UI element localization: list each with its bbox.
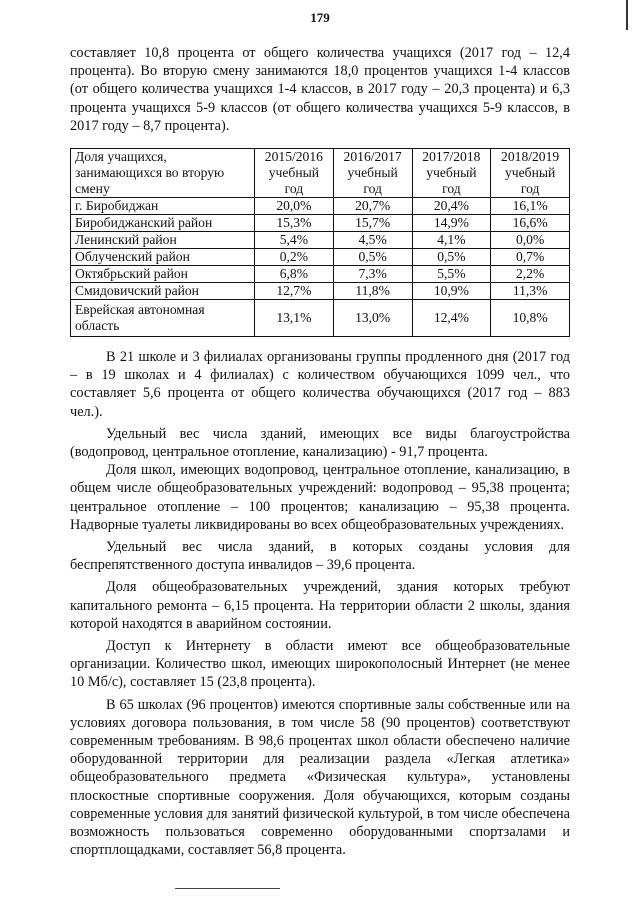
row-value: 0,0% <box>491 232 570 249</box>
paragraph: Удельный вес числа зданий, в которых созданы условия для беспрепятственного доступа инвалидов – 39,6 процента. <box>70 539 570 574</box>
row-value: 15,3% <box>255 215 334 232</box>
row-name: Ленинский район <box>71 232 255 249</box>
intro-paragraph: составляет 10,8 процента от общего количества учащихся (2017 год – 12,4 процента). Во вторую смену занимаются 18,0 процентов учащихся 1-4 классов (от общего количества учащихся 1-4 классов, в 2017 году – 20,3 процента) и 6,3 процента учащихся 5-9 классов (от общего количества учащихся 5-9 классов, в 2017 году – 8,7 процента). <box>70 45 570 134</box>
paragraph: Удельный вес числа зданий, имеющих все виды благоустройства (водопровод, центральное отопление, канализацию) - 91,7 процента. <box>70 425 570 461</box>
table-row <box>71 283 570 300</box>
row-value: 20,4% <box>412 198 491 215</box>
intro-text <box>70 44 570 135</box>
row-value: 4,5% <box>333 232 412 249</box>
row-name: Облученский район <box>71 249 255 266</box>
row-name: Еврейская автономная область <box>71 300 255 337</box>
row-value: 13,1% <box>255 300 334 337</box>
row-name: г. Биробиджан <box>71 198 255 215</box>
row-value: 0,2% <box>255 249 334 266</box>
table-header-year: 2017/2018 учебный год <box>412 149 491 198</box>
page-number: 179 <box>310 10 330 25</box>
row-value: 2,2% <box>491 266 570 283</box>
row-name: Биробиджанский район <box>71 215 255 232</box>
row-value: 13,0% <box>333 300 412 337</box>
page-edge-mark <box>626 0 628 30</box>
table-header-year: 2018/2019 учебный год <box>491 149 570 198</box>
footnote-separator <box>175 888 280 889</box>
row-value: 4,1% <box>412 232 491 249</box>
table-header-category: Доля учащихся, занимающихся во вторую смену <box>71 149 255 198</box>
row-value: 0,7% <box>491 249 570 266</box>
row-value: 0,5% <box>333 249 412 266</box>
row-value: 16,6% <box>491 215 570 232</box>
table-row <box>71 232 570 249</box>
paragraph: Доступ к Интернету в области имеют все общеобразовательные организации. Количество школ, имеющих широкополосный Интернет (не менее 10 Мб/с), составляет 15 (23,8 процента). <box>70 638 570 691</box>
row-value: 10,8% <box>491 300 570 337</box>
row-value: 20,7% <box>333 198 412 215</box>
paragraph: Доля общеобразовательных учреждений, здания которых требуют капитального ремонта – 6,15 процента. На территории области 2 школы, здания которой находятся в аварийном состоянии. <box>70 579 570 632</box>
row-value: 5,5% <box>412 266 491 283</box>
row-value: 16,1% <box>491 198 570 215</box>
row-name: Смидовичский район <box>71 283 255 300</box>
table-header-year: 2015/2016 учебный год <box>255 149 334 198</box>
row-value: 12,4% <box>412 300 491 337</box>
table-row <box>71 215 570 232</box>
table-row <box>71 266 570 283</box>
row-value: 11,8% <box>333 283 412 300</box>
row-value: 0,5% <box>412 249 491 266</box>
body-text <box>70 348 570 859</box>
row-value: 11,3% <box>491 283 570 300</box>
table-row <box>71 300 570 337</box>
table-row <box>71 198 570 215</box>
row-value: 14,9% <box>412 215 491 232</box>
row-value: 10,9% <box>412 283 491 300</box>
row-value: 20,0% <box>255 198 334 215</box>
table-row <box>71 249 570 266</box>
row-value: 6,8% <box>255 266 334 283</box>
paragraph: Доля школ, имеющих водопровод, центральное отопление, канализацию, в общем числе общеобразовательных учреждений: водопровод – 95,38 процента; центральное отопление – 100 процентов; канализацию – 95,38 процента. Надворные туалеты ликвидированы во всех общеобразовательных учреждениях. <box>70 462 570 533</box>
paragraph: В 65 школах (96 процентов) имеются спортивные залы собственные или на условиях договора пользования, в том числе 58 (90 процентов) соответствуют современным требованиям. В 98,6 процентах школ области обеспечено наличие оборудованной территории для реализации раздела «Легкая атлетика» общеобразовательного предмета «Физическая культура», установлены плоскостные спортивные сооружения. Доля обучающихся, которым созданы современные условия для занятий физической культурой, в том числе обеспечена возможность пользоваться современно оборудованными спортзалами и спортплощадками, составляет 56,8 процента. <box>70 696 570 859</box>
row-value: 15,7% <box>333 215 412 232</box>
table-header-year: 2016/2017 учебный год <box>333 149 412 198</box>
row-value: 5,4% <box>255 232 334 249</box>
row-name: Октябрьский район <box>71 266 255 283</box>
second-shift-table <box>70 148 570 337</box>
table-header-row <box>71 149 570 198</box>
paragraph: В 21 школе и 3 филиалах организованы группы продленного дня (2017 год – в 19 школах и 4 филиалах) с количеством обучающихся 1099 чел., что составляет 5,6 процента от общего количества обучающихся (2017 год – 883 чел.). <box>70 349 570 420</box>
row-value: 7,3% <box>333 266 412 283</box>
row-value: 12,7% <box>255 283 334 300</box>
